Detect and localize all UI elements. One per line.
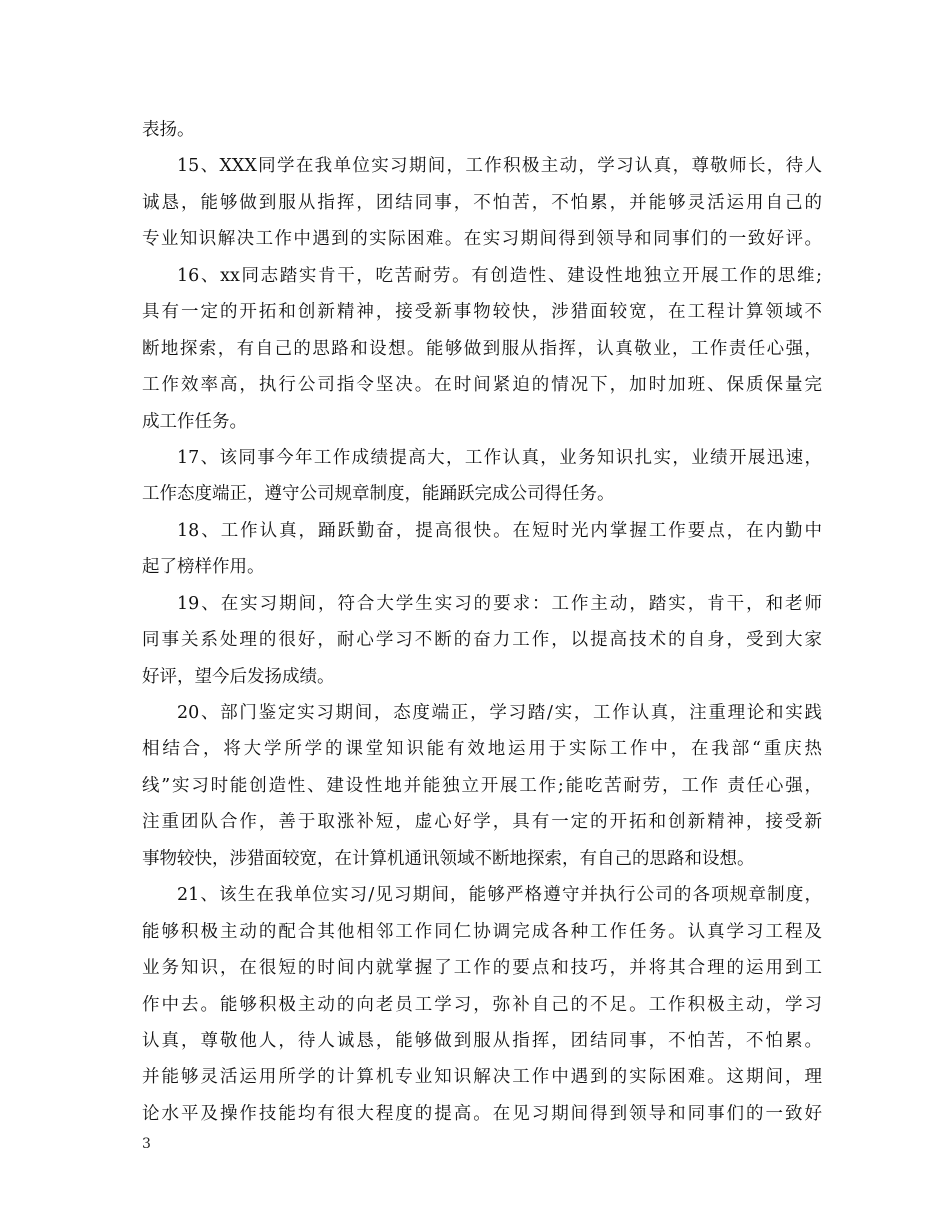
paragraph-20-line: 事物较快，涉猎面较宽，在计算机通讯领域不断地探索，有自己的思路和设想。 (142, 848, 755, 869)
paragraph-18-line: 起了榜样作用。 (142, 557, 265, 578)
paragraph-20-line: 20、部门鉴定实习期间，态度端正，学习踏/实，工作认真，注重理论和实践 (177, 703, 822, 723)
paragraph-21-line: 业务知识，在很短的时间内就掌握了工作的要点和技巧，并将其合理的运用到工 (142, 958, 822, 979)
paragraph-16-line: 16、xx同志踏实肯干，吃苦耐劳。有创造性、建设性地独立开展工作的思维; (177, 265, 822, 286)
paragraph-21-line: 论水平及操作技能均有很大程度的提高。在见习期间得到领导和同事们的一致好 (142, 1103, 822, 1124)
paragraph-21-line: 作中去。能够积极主动的向老员工学习，弥补自己的不足。工作积极主动，学习 (142, 994, 822, 1015)
paragraph-16-line: 成工作任务。 (142, 411, 247, 432)
paragraph-18-line: 18、工作认真，踊跃勤奋，提高很快。在短时光内掌握工作要点，在内勤中 (177, 520, 822, 541)
text-line: 表扬。 (142, 120, 195, 140)
paragraph-15-line: 专业知识解决工作中遇到的实际困难。在实习期间得到领导和同事们的一致好评。 (142, 229, 822, 250)
paragraph-21-line: 能够积极主动的配合其他相邻工作同仁协调完成各种工作任务。认真学习工程及 (142, 921, 822, 942)
paragraph-16-line: 具有一定的开拓和创新精神，接受新事物较快，涉猎面较宽，在工程计算领域不 (142, 302, 822, 323)
paragraph-21-line: 并能够灵活运用所学的计算机专业知识解决工作中遇到的实际困难。这期间，理 (142, 1067, 822, 1088)
paragraph-16-line: 工作效率高，执行公司指令坚决。在时间紧迫的情况下，加时加班、保质保量完 (142, 375, 822, 396)
paragraph-17-line: 17、该同事今年工作成绩提高大，工作认真，业务知识扎实，业绩开展迅速， (177, 447, 822, 468)
paragraph-21-line: 21、该生在我单位实习/见习期间，能够严格遵守并执行公司的各项规章制度， (177, 885, 822, 906)
paragraph-20-line: 相结合，将大学所学的课堂知识能有效地运用于实际工作中，在我部“重庆热 (142, 739, 822, 760)
paragraph-20-line: 注重团队合作，善于取涨补短，虚心好学，具有一定的开拓和创新精神，接受新 (142, 812, 822, 833)
paragraph-20-line: 线”实习时能创造性、建设性地并能独立开展工作;能吃苦耐劳，工作 责任心强， (142, 775, 822, 796)
page-number: 3 (142, 1136, 151, 1152)
document-body (142, 112, 822, 1132)
paragraph-19-line: 同事关系处理的很好，耐心学习不断的奋力工作，以提高技术的自身，受到大家 (142, 630, 822, 651)
paragraph-19-line: 19、在实习期间，符合大学生实习的要求：工作主动，踏实，肯干，和老师 (177, 593, 822, 614)
paragraph-15-line: 15、XXX同学在我单位实习期间，工作积极主动，学习认真，尊敬师长，待人 (177, 156, 822, 177)
paragraph-21-line: 认真，尊敬他人，待人诚恳，能够做到服从指挥，团结同事，不怕苦，不怕累。 (142, 1030, 822, 1051)
paragraph-15-line: 诚恳，能够做到服从指挥，团结同事，不怕苦，不怕累，并能够灵活运用自己的 (142, 192, 822, 213)
paragraph-17-line: 工作态度端正，遵守公司规章制度，能踊跃完成公司得任务。 (142, 484, 615, 505)
paragraph-19-line: 好评，望今后发扬成绩。 (142, 666, 335, 687)
paragraph-16-line: 断地探索，有自己的思路和设想。能够做到服从指挥，认真敬业，工作责任心强， (142, 338, 822, 359)
